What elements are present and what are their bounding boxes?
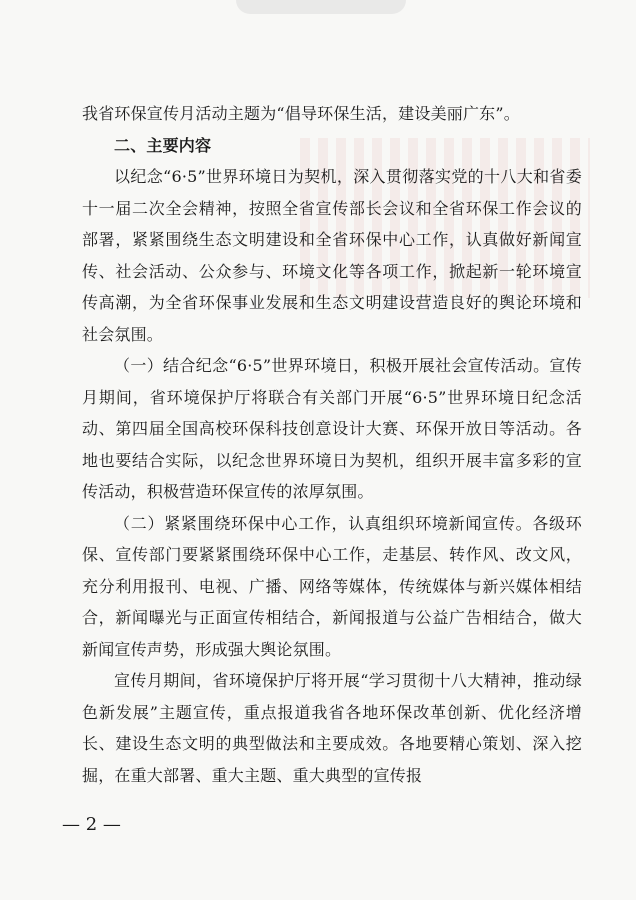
paragraph-publicity-month: 宣传月期间，省环境保护厅将开展“学习贯彻十八大精神，推动绿色新发展”主题宣传，重点报道我省各地环保改革创新、优化经济增长、建设生态文明的典型做法和主要成效。各地要精心策划、深入挖掘，在重大部署、重大主题、重大典型的宣传报 <box>82 671 582 785</box>
document-body <box>82 98 582 791</box>
paragraph-item-one: （一）结合纪念“6·5”世界环境日，积极开展社会宣传活动。宣传月期间，省环境保护厅将联合有关部门开展“6·5”世界环境日纪念活动、第四届全国高校环保科技创意设计大赛、环保开放日等活动。各地也要结合实际，以纪念世界环境日为契机，组织开展丰富多彩的宣传活动，积极营造环保宣传的浓厚氛围。 <box>82 356 582 501</box>
section-heading: 二、主要内容 <box>114 135 212 155</box>
paragraph-item-two: （二）紧紧围绕环保中心工作，认真组织环境新闻宣传。各级环保、宣传部门要紧紧围绕环保中心工作，走基层、转作风、改文风，充分利用报刊、电视、广播、网络等媒体，传统媒体与新兴媒体相结合，新闻曝光与正面宣传相结合，新闻报道与公益广告相结合，做大新闻宣传声势，形成强大舆论氛围。 <box>82 513 582 659</box>
paragraph-theme: 我省环保宣传月活动主题为“倡导环保生活，建设美丽广东”。 <box>82 104 520 123</box>
paragraph-main-content: 以纪念“6·5”世界环境日为契机，深入贯彻落实党的十八大和省委十一届二次全会精神，按照全省宣传部长会议和全省环保工作会议的部署，紧紧围绕生态文明建设和全省环保中心工作，认真做好新闻宣传、社会活动、公众参与、环境文化等各项工作，掀起新一轮环境宣传高潮，为全省环保事业发展和生态文明建设营造良好的舆论环境和社会氛围。 <box>82 167 582 344</box>
page-number: — 2 — <box>62 814 121 835</box>
scan-mark <box>236 0 406 14</box>
